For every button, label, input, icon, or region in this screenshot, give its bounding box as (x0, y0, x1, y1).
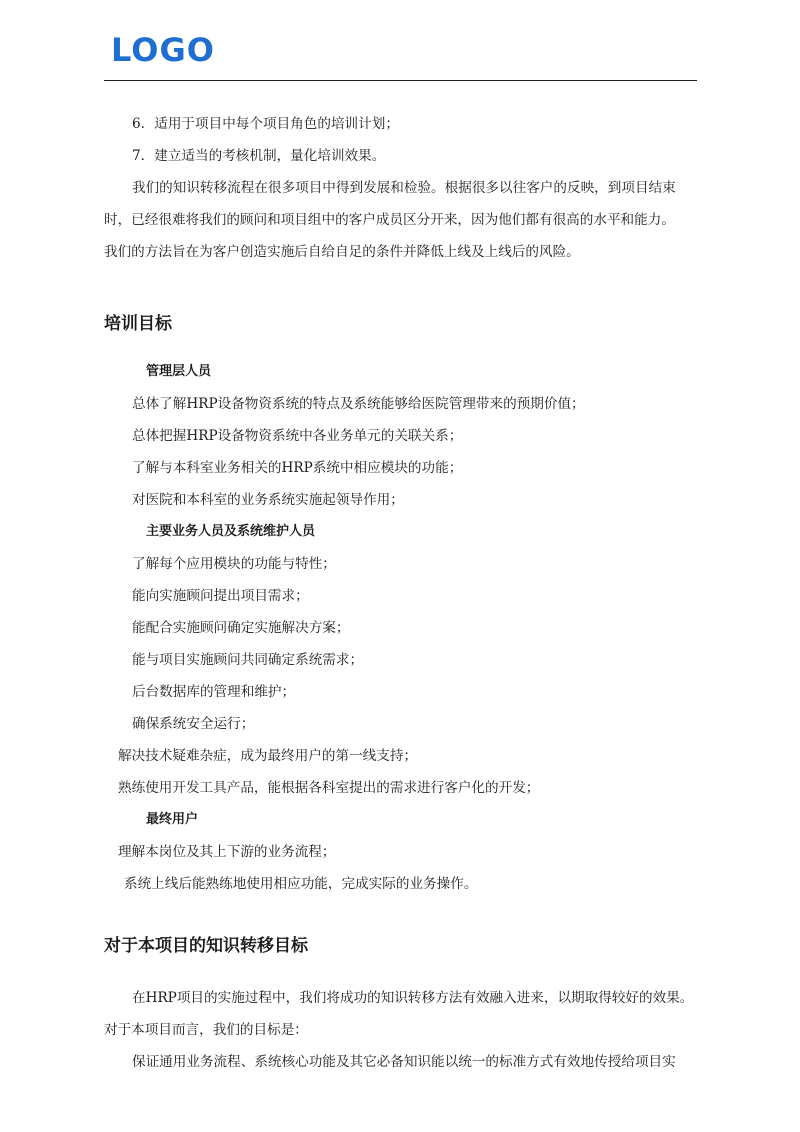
enduser-item: 理解本岗位及其上下游的业务流程； (118, 844, 336, 860)
transfer-paragraph-2: 保证通用业务流程、系统核心功能及其它必备知识能以统一的标准方式有效地传授给项目实 (132, 1054, 676, 1070)
business-item: 能与项目实施顾问共同确定系统需求； (132, 652, 364, 668)
list-item-6: 6．适用于项目中每个项目角色的培训计划； (132, 116, 399, 132)
management-item: 对医院和本科室的业务系统实施起领导作用； (132, 492, 404, 508)
intro-paragraph-line-3: 我们的方法旨在为客户创造实施后自给自足的条件并降低上线及上线后的风险。 (104, 244, 580, 260)
management-item: 了解与本科室业务相关的HRP系统中相应模块的功能； (132, 460, 463, 476)
business-item: 了解每个应用模块的功能与特性； (132, 556, 336, 572)
transfer-paragraph-line-2: 对于本项目而言，我们的目标是： (104, 1022, 308, 1038)
header-rule (104, 80, 697, 81)
management-item: 总体把握HRP设备物资系统中各业务单元的关联关系； (132, 428, 463, 444)
list-item-7: 7．建立适当的考核机制，量化培训效果。 (132, 148, 386, 164)
business-item: 能向实施顾问提出项目需求； (132, 588, 309, 604)
subtitle-management: 管理层人员 (146, 364, 212, 379)
business-item: 解决技术疑难杂症，成为最终用户的第一线支持； (118, 748, 418, 764)
business-item: 熟练使用开发工具产品，能根据各科室提出的需求进行客户化的开发； (118, 780, 540, 796)
intro-paragraph-line-1: 我们的知识转移流程在很多项目中得到发展和检验。根据很多以往客户的反映，到项目结束 (132, 180, 676, 196)
document-body (104, 108, 700, 1078)
enduser-item: 系统上线后能熟练地使用相应功能，完成实际的业务操作。 (124, 876, 478, 892)
business-item: 后台数据库的管理和维护； (132, 684, 296, 700)
subtitle-business-staff: 主要业务人员及系统维护人员 (146, 524, 316, 539)
transfer-paragraph-line-1: 在HRP项目的实施过程中，我们将成功的知识转移方法有效融入进来，以期取得较好的效果。 (132, 990, 694, 1006)
management-item: 总体了解HRP设备物资系统的特点及系统能够给医院管理带来的预期价值； (132, 396, 585, 412)
business-item: 确保系统安全运行； (132, 716, 255, 732)
section-title-training: 培训目标 (104, 314, 172, 334)
intro-paragraph-line-2: 时，已经很难将我们的顾问和项目组中的客户成员区分开来，因为他们都有很高的水平和能力。 (104, 212, 675, 228)
subtitle-end-users: 最终用户 (146, 812, 199, 827)
section-title-knowledge-transfer: 对于本项目的知识转移目标 (104, 936, 308, 956)
business-item: 能配合实施顾问确定实施解决方案； (132, 620, 350, 636)
logo: LOGO (111, 31, 215, 69)
